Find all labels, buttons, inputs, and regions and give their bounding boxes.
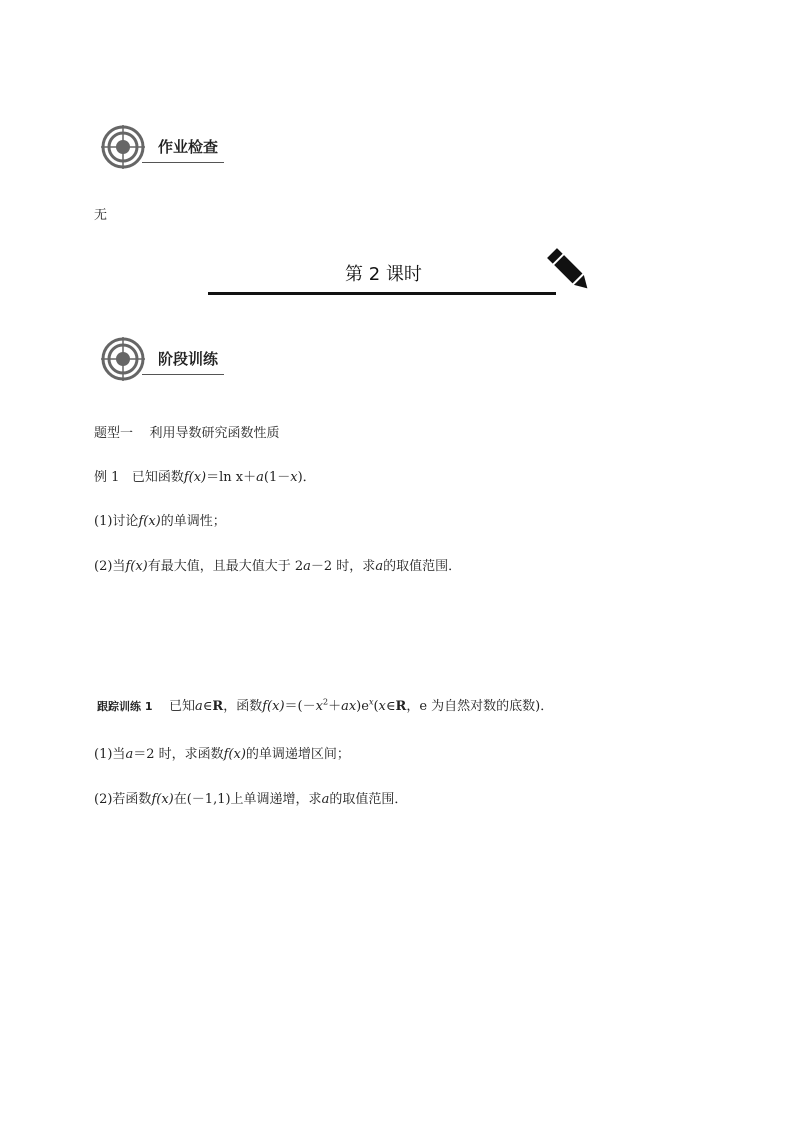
question-text: 在(－1,1)上单调递增，求 [173,792,322,807]
question-number: (1) [94,514,113,529]
math-text: ＝ln x＋ [206,470,257,485]
example-1-statement [94,466,316,485]
question-number: (1) [94,747,113,762]
math-var: x [315,699,323,714]
section-title: 阶段训练 [158,350,219,368]
section-underline [142,162,224,163]
question-number: (2) [94,559,113,574]
math-var: a [375,559,384,574]
math-text: ( [373,699,379,714]
question-text: －2 时，求 [310,559,376,574]
question-text: 的取值范围． [329,792,408,807]
math-var: a [195,699,203,714]
question-text: 若函数 [112,792,152,807]
example-text: 已知函数 [131,470,184,485]
math-text: )． [297,470,316,485]
practice-1-question-2 [94,788,407,807]
math-function: f(x) [138,514,161,529]
math-text: ∈ [202,699,213,714]
math-text: ∈ [385,699,396,714]
math-function: f(x) [223,747,246,762]
question-text: ＝2 时，求函数 [133,747,224,762]
math-set: R [395,699,407,714]
question-text: 当 [112,747,126,762]
section-underline [142,374,224,375]
target-icon [100,336,148,382]
question-text: 有最大值，且最大值大于 2 [147,559,304,574]
homework-content: 无 [94,208,108,223]
question-type-title: 利用导数研究函数性质 [149,426,280,441]
math-text: ＝(－ [284,699,316,714]
math-var: a [321,792,330,807]
section-heading-training [100,336,230,382]
practice-text: ，e 为自然对数的底数)． [406,699,554,714]
math-function: f(x) [183,470,207,485]
question-text: 的取值范围． [383,559,462,574]
practice-text: ，函数 [223,699,263,714]
math-set: R [212,699,224,714]
practice-1-question-1 [94,743,350,762]
math-var: a [125,747,134,762]
question-text: 当 [112,559,126,574]
math-var: x [378,699,386,714]
question-type-heading [94,422,280,441]
lesson-title: 第 2 课时 [345,264,422,285]
section-title: 作业检查 [158,138,219,156]
question-number: (2) [94,792,113,807]
practice-1-statement [97,695,553,714]
math-function: f(x) [125,559,148,574]
math-var: a [303,559,311,574]
math-var: x [290,470,298,485]
example-1-question-1 [94,510,226,529]
math-var: ax [341,699,357,714]
math-text: ＋ [328,699,342,714]
math-text: (1－ [263,470,291,485]
math-function: f(x) [151,792,174,807]
math-function: f(x) [262,699,285,714]
question-text: 讨论 [112,514,139,529]
math-exponent: x [368,697,374,707]
question-text: 的单调性； [160,514,226,529]
math-text: )e [356,699,369,714]
math-var: a [256,470,264,485]
lesson-title-line [208,292,556,295]
question-type-label: 题型一 [94,426,134,441]
example-1-question-2 [94,555,461,574]
example-label: 例 1 [94,470,120,485]
section-heading-homework [100,124,230,170]
practice-label: 跟踪训练 1 [97,700,153,713]
practice-text: 已知 [169,699,196,714]
question-text: 的单调递增区间； [245,747,350,762]
target-icon [100,124,148,170]
pencil-icon [544,244,594,296]
math-exponent: 2 [322,697,329,707]
